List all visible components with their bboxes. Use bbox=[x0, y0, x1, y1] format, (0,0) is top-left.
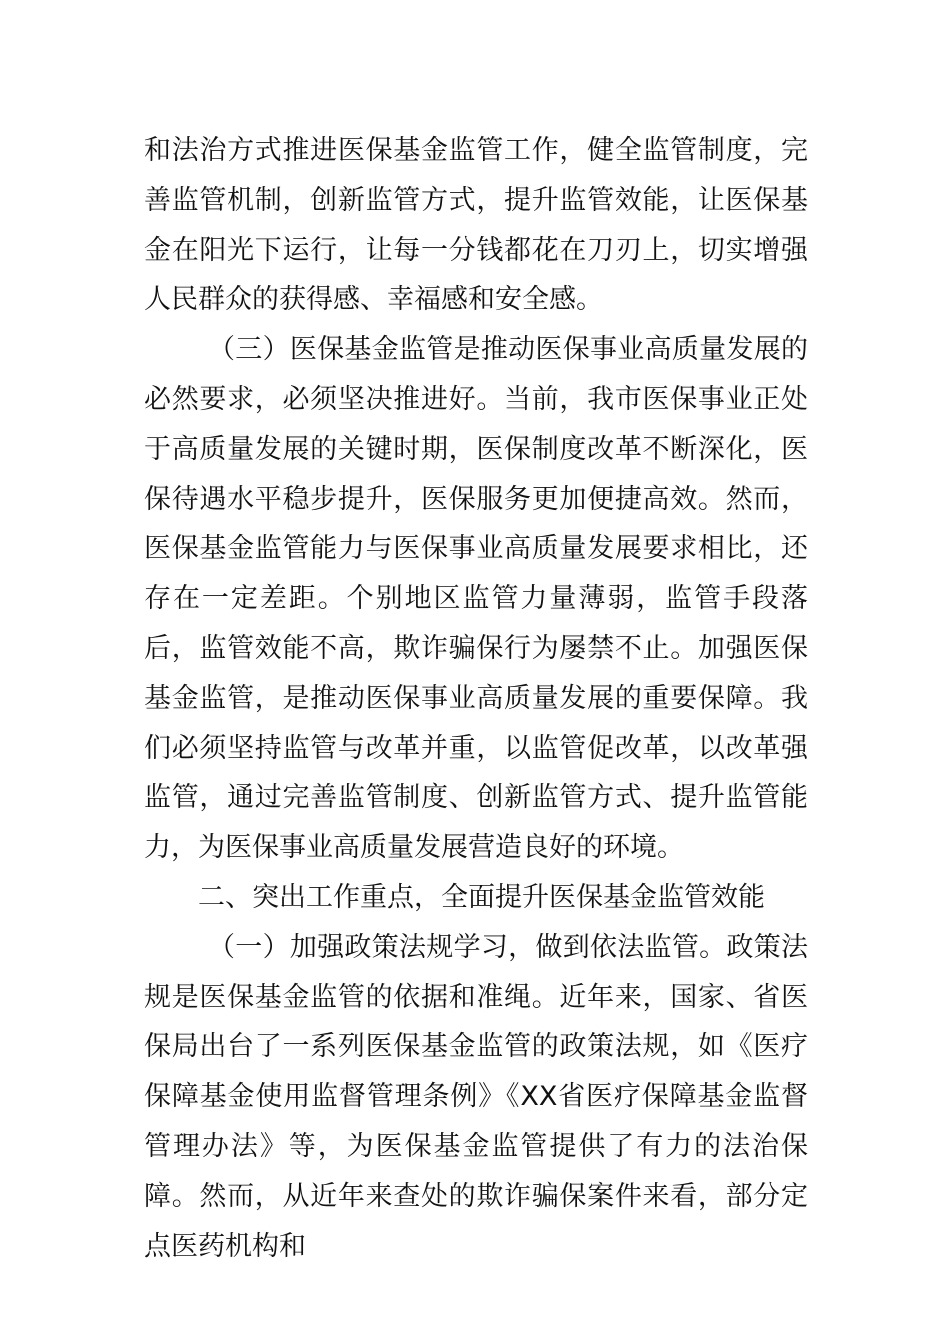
paragraph-section-three: （三）医保基金监管是推动医保事业高质量发展的必然要求，必须坚决推进好。当前，我市医保事业正处于高质量发展的关键时期，医保制度改革不断深化，医保待遇水平稳步提升，医保服务更加便捷高效。然而，医保基金监管能力与医保事业高质量发展要求相比，还存在一定差距。个别地区监管力量薄弱，监管手段落后，监管效能不高，欺诈骗保行为屡禁不止。加强医保基金监管，是推动医保事业高质量发展的重要保障。我们必须坚持监管与改革并重，以监管促改革，以改革强监管，通过完善监管制度、创新监管方式、提升监管能力，为医保事业高质量发展营造良好的环境。 bbox=[144, 334, 808, 864]
document-body bbox=[144, 126, 808, 1271]
paragraph-section-one: （一）加强政策法规学习，做到依法监管。政策法规是医保基金监管的依据和准绳。近年来，国家、省医保局出台了一系列医保基金监管的政策法规，如《医疗保障基金使用监督管理条例》《XX省医疗保障基金监督管理办法》等，为医保基金监管提供了有力的法治保障。然而，从近年来查处的欺诈骗保案件来看，部分定点医药机构和 bbox=[144, 931, 808, 1262]
paragraph-continued: 和法治方式推进医保基金监管工作，健全监管制度，完善监管机制，创新监管方式，提升监管效能，让医保基金在阳光下运行，让每一分钱都花在刀刃上，切实增强人民群众的获得感、幸福感和安全感。 bbox=[144, 135, 808, 316]
section-heading-two: 二、突出工作重点，全面提升医保基金监管效能 bbox=[198, 881, 765, 913]
